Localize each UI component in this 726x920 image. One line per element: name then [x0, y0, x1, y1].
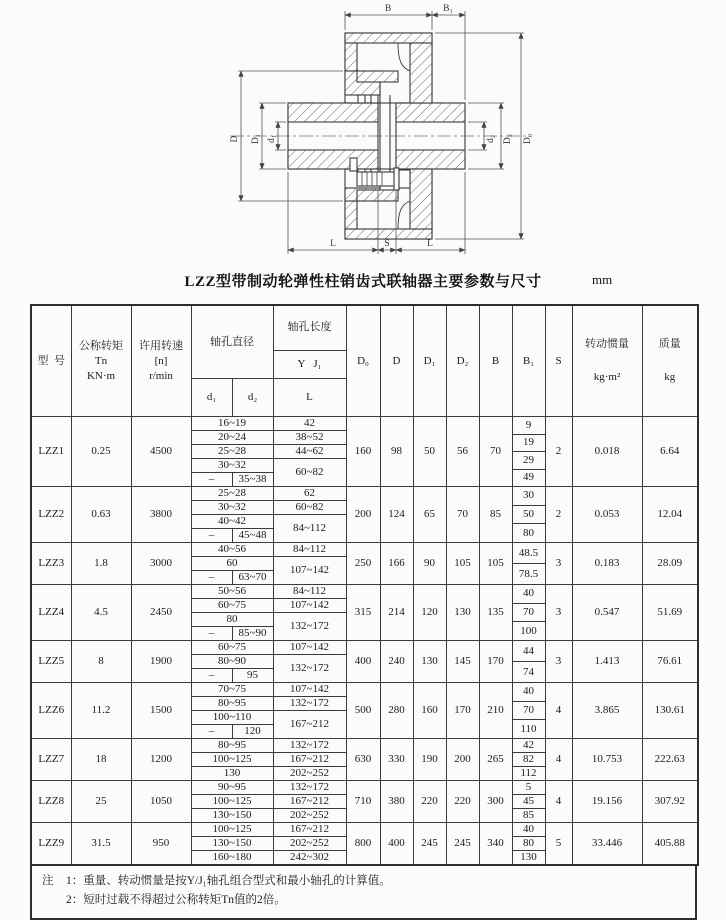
cell-S: 3	[545, 543, 572, 585]
b1-value: 48.5	[513, 543, 545, 564]
cell-speed: 950	[131, 823, 191, 866]
cell-bore-d: 30~32	[191, 459, 273, 473]
b1-value: 40	[513, 585, 545, 604]
cell-D2: 200	[446, 739, 479, 781]
cell-B1	[512, 543, 545, 585]
cell-inertia: 0.018	[572, 417, 642, 487]
cell-bore-L: 84~112	[273, 585, 346, 599]
cell-mass: 28.09	[642, 543, 698, 585]
cell-mass: 405.88	[642, 823, 698, 866]
cell-D2: 170	[446, 683, 479, 739]
cell-bore-L: 84~112	[273, 515, 346, 543]
cell-B: 70	[479, 417, 512, 487]
cell-D1: 50	[413, 417, 446, 487]
cell-D0: 200	[346, 487, 380, 543]
cell-mass: 12.04	[642, 487, 698, 543]
cell-bore-d2: 120	[232, 725, 273, 739]
cell-speed: 2450	[131, 585, 191, 641]
header-torque: 公称转矩 Tn KN·m	[71, 305, 131, 417]
cell-bore-L: 132~172	[273, 781, 346, 795]
cell-mass: 130.61	[642, 683, 698, 739]
cell-D0: 400	[346, 641, 380, 683]
header-model: 型 号	[31, 305, 71, 417]
cell-torque: 0.25	[71, 417, 131, 487]
cell-D: 214	[380, 585, 413, 641]
cell-D0: 800	[346, 823, 380, 866]
cell-torque: 25	[71, 781, 131, 823]
b1-value: 40	[513, 683, 545, 702]
cell-D1: 65	[413, 487, 446, 543]
header-d1: d₁	[191, 379, 232, 417]
cell-inertia: 10.753	[572, 739, 642, 781]
cell-bore-d: 20~24	[191, 431, 273, 445]
cell-bore-L: 107~142	[273, 599, 346, 613]
header-d2: d₂	[232, 379, 273, 417]
b1-value: 42	[513, 739, 545, 753]
cell-bore-d: 40~42	[191, 515, 273, 529]
cell-D1: 190	[413, 739, 446, 781]
cell-D: 280	[380, 683, 413, 739]
cell-torque: 0.63	[71, 487, 131, 543]
cell-model: LZZ4	[31, 585, 71, 641]
cell-inertia: 19.156	[572, 781, 642, 823]
dim-label-D2: D₂	[503, 133, 513, 145]
dim-label-D: D	[230, 135, 240, 143]
cell-S: 4	[545, 739, 572, 781]
cell-D2: 145	[446, 641, 479, 683]
cell-bore-d1: –	[191, 669, 232, 683]
cell-D2: 105	[446, 543, 479, 585]
cell-D1: 130	[413, 641, 446, 683]
cell-mass: 76.61	[642, 641, 698, 683]
cell-speed: 4500	[131, 417, 191, 487]
table-row	[31, 641, 698, 655]
cell-inertia: 33.446	[572, 823, 642, 866]
cell-D1: 245	[413, 823, 446, 866]
cell-bore-d: 160~180	[191, 851, 273, 866]
cell-bore-d: 80~95	[191, 697, 273, 711]
cell-D2: 130	[446, 585, 479, 641]
cell-bore-d: 50~56	[191, 585, 273, 599]
b1-value: 74	[523, 665, 534, 678]
cell-bore-d: 40~56	[191, 543, 273, 557]
cell-B1	[512, 487, 545, 543]
cell-inertia: 0.547	[572, 585, 642, 641]
b1-value-stack	[513, 781, 545, 822]
b1-value: 70	[513, 604, 545, 623]
cell-B1	[512, 417, 545, 487]
coupling-drawing-area	[0, 0, 726, 266]
b1-value-stack	[513, 543, 545, 584]
cell-bore-d: 100~125	[191, 795, 273, 809]
cell-bore-L: 62	[273, 487, 346, 501]
b1-value: 80	[523, 526, 534, 539]
cell-torque: 11.2	[71, 683, 131, 739]
b1-value: 110	[520, 722, 537, 735]
cell-B: 85	[479, 487, 512, 543]
cell-B1	[512, 823, 545, 866]
cell-bore-L: 60~82	[273, 459, 346, 487]
cell-mass: 6.64	[642, 417, 698, 487]
dim-label-S: S	[384, 239, 390, 249]
dim-label-L-right: L	[427, 239, 433, 249]
cell-inertia: 3.865	[572, 683, 642, 739]
cell-bore-L: 202~252	[273, 837, 346, 851]
cell-D: 240	[380, 641, 413, 683]
unit-label: mm	[592, 272, 613, 287]
cell-inertia: 0.183	[572, 543, 642, 585]
cell-bore-L: 132~172	[273, 697, 346, 711]
spec-table	[30, 304, 699, 866]
header-D0: D₀	[346, 305, 380, 417]
cell-speed: 3800	[131, 487, 191, 543]
cell-bore-L: 202~252	[273, 809, 346, 823]
cell-bore-d1: –	[191, 571, 232, 585]
cell-mass: 51.69	[642, 585, 698, 641]
cell-bore-L: 202~252	[273, 767, 346, 781]
cell-D: 124	[380, 487, 413, 543]
cell-bore-L: 107~142	[273, 557, 346, 585]
b1-value-stack	[513, 739, 545, 780]
b1-value: 29	[513, 452, 545, 470]
b1-value: 100	[520, 624, 537, 637]
header-S: S	[545, 305, 572, 417]
header-bore-length: 轴孔长度	[273, 305, 346, 350]
cell-bore-d: 16~19	[191, 417, 273, 431]
cell-bore-L: 84~112	[273, 543, 346, 557]
header-YJ1: Y J₁	[273, 350, 346, 378]
cell-model: LZZ2	[31, 487, 71, 543]
cell-bore-L: 167~212	[273, 753, 346, 767]
cell-B1	[512, 585, 545, 641]
table-row	[31, 585, 698, 599]
cell-bore-L: 42	[273, 417, 346, 431]
cell-B: 210	[479, 683, 512, 739]
cell-bore-d: 70~75	[191, 683, 273, 697]
b1-value: 112	[520, 767, 537, 779]
b1-value: 50	[513, 506, 545, 525]
dimension-lines	[238, 11, 524, 254]
b1-value: 85	[523, 809, 534, 821]
cell-model: LZZ5	[31, 641, 71, 683]
cell-inertia: 1.413	[572, 641, 642, 683]
cell-bore-L: 38~52	[273, 431, 346, 445]
cell-D: 330	[380, 739, 413, 781]
cell-bore-d: 30~32	[191, 501, 273, 515]
cell-D0: 500	[346, 683, 380, 739]
b1-value: 9	[513, 417, 545, 435]
dim-label-D1: D₁	[251, 133, 261, 145]
header-B: B	[479, 305, 512, 417]
cell-D1: 220	[413, 781, 446, 823]
header-L: L	[273, 379, 346, 417]
cell-bore-L: 132~172	[273, 655, 346, 683]
b1-value-stack	[513, 683, 545, 738]
page-title: LZZ型带制动轮弹性柱销齿式联轴器主要参数与尺寸	[184, 274, 542, 290]
table-row	[31, 417, 698, 431]
note-lines	[66, 872, 687, 910]
b1-value: 40	[513, 823, 545, 837]
note-2: 2：短时过载不得超过公称转矩Tn值的2倍。	[66, 894, 286, 906]
cell-bore-d: 80~95	[191, 739, 273, 753]
cell-bore-L: 167~212	[273, 823, 346, 837]
cell-speed: 3000	[131, 543, 191, 585]
b1-value: 80	[513, 837, 545, 851]
cell-speed: 1500	[131, 683, 191, 739]
cell-S: 4	[545, 781, 572, 823]
dim-label-B: B	[384, 4, 392, 14]
cell-S: 2	[545, 417, 572, 487]
b1-value-stack	[513, 641, 545, 682]
table-header	[31, 305, 698, 417]
cell-D2: 70	[446, 487, 479, 543]
cell-speed: 1050	[131, 781, 191, 823]
b1-value: 44	[513, 641, 545, 662]
cell-D: 98	[380, 417, 413, 487]
cell-B1	[512, 641, 545, 683]
cell-bore-L: 132~172	[273, 739, 346, 753]
table-row	[31, 487, 698, 501]
cell-B: 265	[479, 739, 512, 781]
header-B1: B₁	[512, 305, 545, 417]
cell-model: LZZ3	[31, 543, 71, 585]
cell-bore-d: 80~90	[191, 655, 273, 669]
cell-B: 105	[479, 543, 512, 585]
b1-value-stack	[513, 585, 545, 640]
table-body	[31, 417, 698, 866]
cell-torque: 1.8	[71, 543, 131, 585]
cell-inertia: 0.053	[572, 487, 642, 543]
cell-bore-d: 60~75	[191, 641, 273, 655]
cell-D2: 245	[446, 823, 479, 866]
coupling-section-drawing	[0, 0, 726, 266]
cell-bore-d: 60~75	[191, 599, 273, 613]
cell-bore-d: 100~125	[191, 823, 273, 837]
b1-value: 19	[513, 435, 545, 453]
header-mass: 质量 kg	[642, 305, 698, 417]
b1-value: 130	[520, 851, 537, 863]
b1-value: 30	[513, 487, 545, 506]
cell-S: 3	[545, 641, 572, 683]
b1-value: 78.5	[518, 567, 539, 580]
cell-bore-d: 80	[191, 613, 273, 627]
cell-B: 340	[479, 823, 512, 866]
cell-B: 300	[479, 781, 512, 823]
cell-bore-L: 242~302	[273, 851, 346, 866]
cell-B: 135	[479, 585, 512, 641]
b1-value: 5	[513, 781, 545, 795]
cell-model: LZZ8	[31, 781, 71, 823]
cell-bore-d2: 85~90	[232, 627, 273, 641]
header-D: D	[380, 305, 413, 417]
dim-label-L-left: L	[330, 239, 336, 249]
b1-value: 49	[523, 471, 534, 484]
table-row	[31, 683, 698, 697]
cell-B: 170	[479, 641, 512, 683]
cell-D0: 315	[346, 585, 380, 641]
cell-bore-d1: –	[191, 627, 232, 641]
cell-S: 2	[545, 487, 572, 543]
cell-bore-d1: –	[191, 473, 232, 487]
notes-label: 注	[42, 875, 54, 887]
cell-bore-d1: –	[191, 725, 232, 739]
cell-bore-d: 25~28	[191, 445, 273, 459]
cell-bore-d2: 45~48	[232, 529, 273, 543]
table-row	[31, 543, 698, 557]
cell-bore-d2: 35~38	[232, 473, 273, 487]
dim-label-B1: B₁	[443, 4, 453, 14]
cell-D1: 120	[413, 585, 446, 641]
cell-D2: 220	[446, 781, 479, 823]
cell-S: 3	[545, 585, 572, 641]
notes-box	[30, 866, 697, 920]
cell-mass: 307.92	[642, 781, 698, 823]
cell-bore-L: 132~172	[273, 613, 346, 641]
cell-D0: 630	[346, 739, 380, 781]
dim-label-d2: d₂	[486, 134, 496, 144]
cell-D1: 90	[413, 543, 446, 585]
cell-bore-d: 100~110	[191, 711, 273, 725]
cell-bore-L: 60~82	[273, 501, 346, 515]
cell-bore-d: 130~150	[191, 837, 273, 851]
header-speed: 许用转速 [n] r/min	[131, 305, 191, 417]
cell-D2: 56	[446, 417, 479, 487]
cell-speed: 1200	[131, 739, 191, 781]
b1-value-stack	[513, 823, 545, 864]
cell-bore-d1: –	[191, 529, 232, 543]
cell-mass: 222.63	[642, 739, 698, 781]
table-row	[31, 823, 698, 837]
cell-bore-d: 25~28	[191, 487, 273, 501]
b1-value-stack	[513, 487, 545, 542]
cell-bore-d: 60	[191, 557, 273, 571]
cell-torque: 31.5	[71, 823, 131, 866]
cell-bore-d: 90~95	[191, 781, 273, 795]
cell-model: LZZ6	[31, 683, 71, 739]
cell-bore-d2: 95	[232, 669, 273, 683]
header-D2: D₂	[446, 305, 479, 417]
b1-value: 82	[513, 753, 545, 767]
title-row	[0, 270, 726, 294]
cell-bore-d: 130	[191, 767, 273, 781]
cell-bore-d: 130~150	[191, 809, 273, 823]
cell-S: 5	[545, 823, 572, 866]
cell-bore-L: 167~212	[273, 711, 346, 739]
cell-bore-L: 107~142	[273, 641, 346, 655]
note-1: 1：重量、转动惯量是按Y/J₁轴孔组合型式和最小轴孔的计算值。	[66, 875, 391, 887]
cell-bore-L: 167~212	[273, 795, 346, 809]
b1-value: 45	[513, 795, 545, 809]
cell-D0: 710	[346, 781, 380, 823]
dim-label-d1: d₁	[267, 134, 277, 144]
cell-torque: 8	[71, 641, 131, 683]
cell-B1	[512, 683, 545, 739]
cell-bore-d2: 63~70	[232, 571, 273, 585]
table-row	[31, 781, 698, 795]
cell-model: LZZ9	[31, 823, 71, 866]
cell-speed: 1900	[131, 641, 191, 683]
cell-bore-d: 100~125	[191, 753, 273, 767]
header-D1: D₁	[413, 305, 446, 417]
cell-D: 166	[380, 543, 413, 585]
cell-S: 4	[545, 683, 572, 739]
cell-D0: 250	[346, 543, 380, 585]
header-bore-diameter: 轴孔直径	[191, 305, 273, 379]
cell-B1	[512, 781, 545, 823]
header-inertia: 转动惯量 kg·m²	[572, 305, 642, 417]
dim-label-D0: D₀	[523, 133, 533, 145]
cell-D1: 160	[413, 683, 446, 739]
cell-model: LZZ7	[31, 739, 71, 781]
cell-D: 400	[380, 823, 413, 866]
b1-value-stack	[513, 417, 545, 486]
cell-model: LZZ1	[31, 417, 71, 487]
cell-B1	[512, 739, 545, 781]
cell-bore-L: 107~142	[273, 683, 346, 697]
cell-bore-L: 44~62	[273, 445, 346, 459]
b1-value: 70	[513, 702, 545, 721]
cell-D: 380	[380, 781, 413, 823]
cell-D0: 160	[346, 417, 380, 487]
cell-torque: 18	[71, 739, 131, 781]
table-row	[31, 739, 698, 753]
cell-torque: 4.5	[71, 585, 131, 641]
